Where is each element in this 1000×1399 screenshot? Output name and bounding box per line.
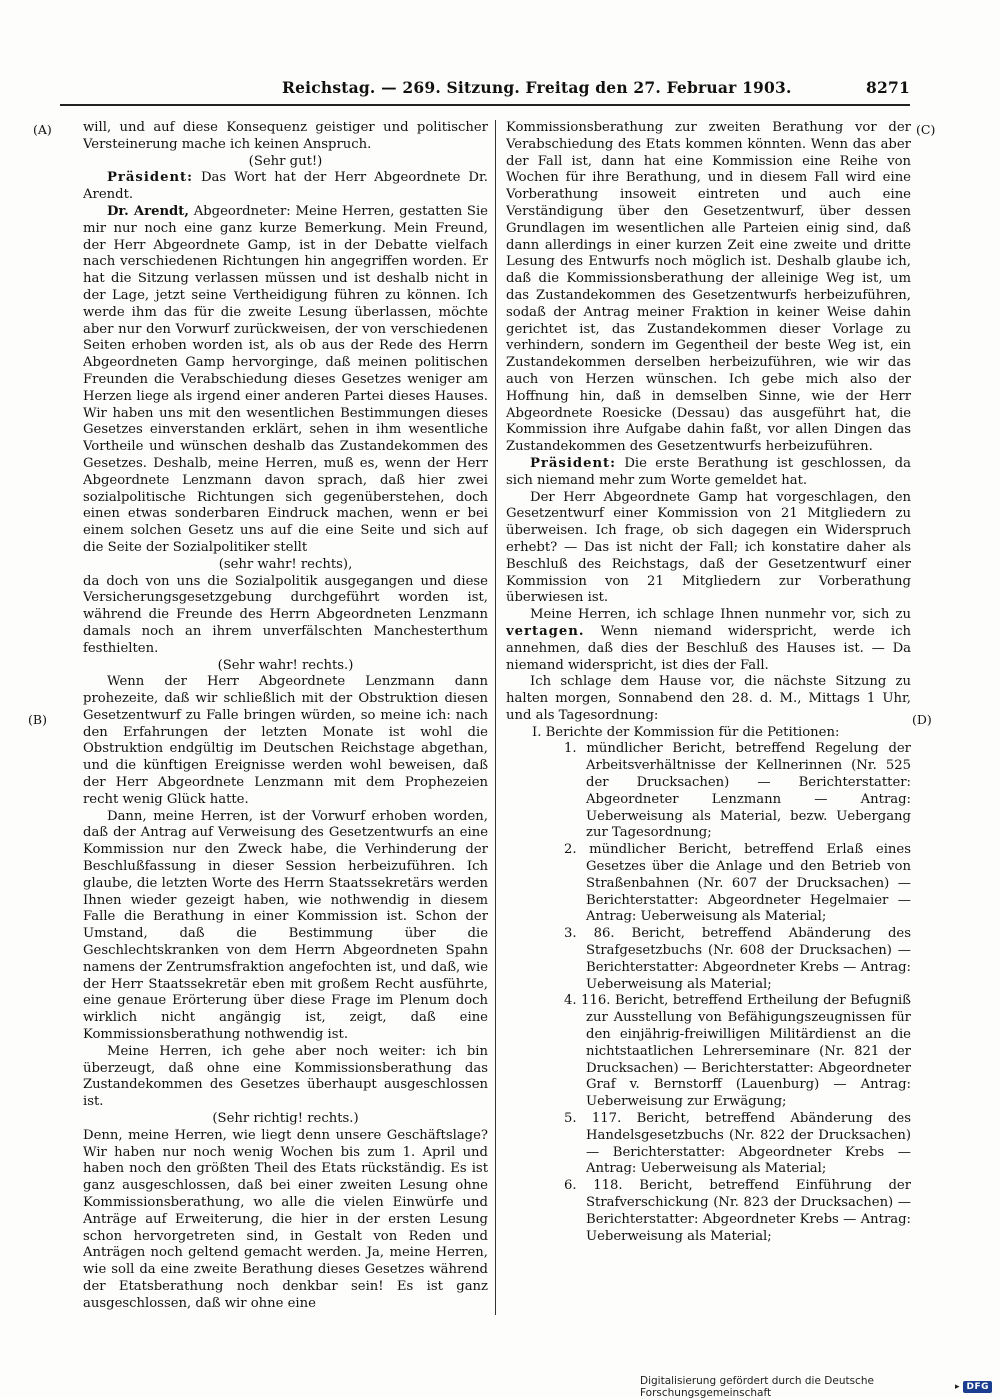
- speech-paragraph: [83, 204, 488, 557]
- paragraph: Denn, meine Herren, wie liegt denn unsere Geschäftslage? Wir haben nur noch wenig Wochen bis zum 1. April und haben noch den größten Theil des Etats rückständig. Es ist ganz ausgeschlossen, daß bei einer zweiten Lesung ohne Kommissionsberathung, wo alle die vielen Einwürfe und Anträge auf Erweiterung, die hier in der ersten Lesung schon hervorgetreten sind, in Gestalt von Reden und Anträgen noch geltend gemacht werden. Ja, meine Herren, wie soll da eine zweite Berathung dieses Gesetzes während der Etatsberathung noch denkbar sein! Es ist ganz ausgeschlossen, daß wir ohne eine: [83, 1127, 488, 1311]
- interjection: (Sehr richtig! rechts.): [212, 1111, 359, 1127]
- margin-marker-d: (D): [912, 712, 932, 727]
- vertagen-emphasis: vertagen.: [506, 623, 585, 639]
- margin-marker-c: (C): [916, 122, 936, 137]
- agenda-item: 6. 118. Bericht, betreffend Einführung der Strafverschickung (Nr. 823 der Drucksachen) — Berichterstatter: Abgeordneter Krebs — Antrag: Ueberweisung als Material;: [564, 1178, 911, 1244]
- paragraph: Wenn der Herr Abgeordnete Lenzmann dann prohezeite, daß wir schließlich mit der Obstruktion diesen Gesetzentwurf zu Falle bringen würden, so meine ich: nach den Erfahrungen der letzten Monate ist wohl die Obstruktion endgültig im Deutschen Reichstage abgethan, und die künftigen Ereignisse werden wohl beweisen, daß der Herr Abgeordnete Lenzmann mit dem Prophezeien recht wenig Glück hatte.: [83, 674, 488, 807]
- paragraph: da doch von uns die Sozialpolitik ausgegangen und diese Versicherungsgesetzgebung durchgeführt worden ist, während die Freunde des Herrn Abgeordneten Lenzmann damals noch an ihrem unverfälschten Manchesterthum festhielten.: [83, 573, 488, 656]
- paragraph: Ich schlage dem Hause vor, die nächste Sitzung zu halten morgen, Sonnabend den 28. d. M., Mittags 1 Uhr, und als Tagesordnung:: [506, 674, 911, 723]
- arrow-icon: ▸: [954, 1382, 960, 1392]
- header-rule: [60, 104, 910, 106]
- president-text: Die erste Berathung ist geschlossen, da sich niemand mehr zum Worte gemeldet hat.: [506, 455, 911, 488]
- digitization-footer: [640, 1375, 992, 1399]
- speech-text: Abgeordneter: Meine Herren, gestatten Sie mir nur noch eine ganz kurze Bemerkung. Mein Freund, der Herr Abgeordnete Gamp, ist in der Debatte vielfach nach verschiedenen Richtungen hin angegriffen worden. Er hat die Sitzung verlassen müssen und ist deshalb nicht in der Lage, jetzt seine Vertheidigung führen zu können. Ich werde ihm das für die zweite Lesung überlassen, möchte aber nur den Vorwurf zurückweisen, der von verschiedenen Seiten erhoben worden ist, als ob aus der Rede des Herrn Abgeordneten Gamp hervorginge, daß meinen politischen Freunden die Verabschiedung dieses Gesetzes weniger am Herzen liege als irgend einer anderen Partei dieses Hauses. Wir haben uns mit den wesentlichen Bestimmungen dieses Gesetzes einverstanden erklärt, sehen in ihm wesentliche Vortheile und wünschen deshalb das Zustandekommen des Gesetzes. Deshalb, meine Herren, muß es, wenn der Herr Abgeordnete Lenzmann davon sprach, daß hier zwei sozialpolitische Richtungen sich gegenüberstehen, doch einen etwas sonderbaren Eindruck machen, wenn er bei einem solchen Gesetz uns auf die eine Seite und sich auf die Seite der Sozialpolitiker stellt: [83, 203, 488, 555]
- speaker-name: Dr. Arendt,: [107, 203, 189, 219]
- paragraph: Dann, meine Herren, ist der Vorwurf erhoben worden, daß der Antrag auf Verweisung des Gesetzentwurfs an eine Kommission nur den Zweck habe, die Verhinderung der Beschlußfassung in dieser Session herbeizuführen. Ich glaube, die letzten Worte des Herrn Staatssekretärs werden Ihnen wieder gezeigt haben, wie nothwendig in diesem Falle die Berathung in einer Kommission ist. Schon der Umstand, daß die Bestimmung über die Geschlechtskranken von dem Herrn Abgeordneten Spahn namens der Zentrumsfraktion angefochten ist, und daß, wie der Herr Staatssekretär eben mit großem Recht ausführte, eine genaue Erörterung über diese Frage im Plenum doch wirklich nicht angängig ist, zeigt, daß eine Kommissionsberathung nothwendig ist.: [83, 808, 488, 1043]
- column-divider: [495, 120, 496, 1315]
- president-label: Präsident:: [530, 455, 617, 471]
- agenda-item: 4. 116. Bericht, betreffend Ertheilung der Befugniß zur Ausstellung von Befähigungszeugnissen für den einjährig-freiwilligen Militärdienst an die nichtstaatlichen Lehrerseminare (Nr. 821 der Drucksachen) — Berichterstatter: Abgeordneter Graf v. Bernstorff (Lauenburg) — Antrag: Ueberweisung zur Erwägung;: [564, 993, 911, 1110]
- paragraph: will, und auf diese Konsequenz geistiger und politischer Versteinerung mache ich keinen Anspruch.: [83, 120, 488, 152]
- page-number: 8271: [866, 78, 910, 97]
- paragraph: Kommissionsberathung zur zweiten Berathung vor der Verabschiedung des Etats kommen könnten. Wenn das aber der Fall ist, dann hat eine Kommission eine Reihe von Wochen für ihre Berathung, und in diesem Fall wird eine Vorberathung insoweit eintreten und auch eine Verständigung über den Gesetzentwurf, über dessen Grundlagen im wesentlichen alle Parteien einig sind, daß dann allerdings in einer kurzen Zeit eine zweite und dritte Lesung des Entwurfs noch möglich ist. Deshalb glaube ich, daß die Kommissionsberathung der alleinige Weg ist, um das Zustandekommen des Gesetzentwurfs herbeizuführen, sodaß der Antrag meiner Fraktion in keiner Weise dahin gerichtet ist, das Zustandekommen dieser Vorlage zu verhindern, sondern im Gegentheil der beste Weg ist, ein Zustandekommen derselben herbeizuführen, wie wir das auch von Herzen wünschen. Ich gebe mich also der Hoffnung hin, daß in demselben Sinne, wie der Herr Abgeordnete Roesicke (Dessau) das ausgeführt hat, die Kommission ihre Aufgabe dahin faßt, vor allen Dingen das Zustandekommen des Gesetzentwurfs herbeizuführen.: [506, 120, 911, 455]
- left-column: [83, 120, 488, 1315]
- paragraph-text: Wenn niemand widerspricht, werde ich annehmen, daß dies der Beschluß des Hauses ist. — Da niemand widerspricht, ist dies der Fall.: [506, 623, 911, 673]
- page-header: [60, 76, 910, 102]
- agenda-item: 2. mündlicher Bericht, betreffend Erlaß eines Gesetzes über die Anlage und den Betrieb von Straßenbahnen (Nr. 607 der Drucksachen) — Berichterstatter: Abgeordneter Hegelmaier — Antrag: Ueberweisung als Material;: [564, 842, 911, 925]
- interjection: (Sehr wahr! rechts.): [217, 657, 354, 673]
- president-statement: [506, 456, 911, 490]
- dfg-logo: DFG: [963, 1381, 992, 1393]
- agenda-item: 3. 86. Bericht, betreffend Abänderung des Strafgesetzbuchs (Nr. 608 der Drucksachen) — Berichterstatter: Abgeordneter Krebs — Antrag: Ueberweisung als Material;: [564, 926, 911, 992]
- paragraph: [506, 607, 911, 674]
- right-column: [506, 120, 911, 1315]
- agenda-item: 5. 117. Bericht, betreffend Abänderung des Handelsgesetzbuchs (Nr. 822 der Drucksachen) — Berichterstatter: Abgeordneter Krebs — Antrag: Ueberweisung als Material;: [564, 1111, 911, 1177]
- margin-marker-a: (A): [33, 122, 52, 137]
- president-label: Präsident:: [107, 170, 194, 186]
- agenda-list: [506, 725, 911, 1246]
- agenda-item: 1. mündlicher Bericht, betreffend Regelung der Arbeitsverhältnisse der Kellnerinnen (Nr. 525 der Drucksachen) — Berichterstatter: Abgeordneter Lenzmann — Antrag: Ueberweisung als Material, bezw. Uebergang zur Tagesordnung;: [564, 741, 911, 841]
- interjection: (Sehr gut!): [248, 153, 323, 169]
- paragraph: Der Herr Abgeordnete Gamp hat vorgeschlagen, den Gesetzentwurf einer Kommission von 21 Mitgliedern zu überweisen. Ich frage, ob sich dagegen ein Widerspruch erhebt? — Das ist nicht der Fall; ich konstatire daher als Beschluß des Reichstags, daß der Gesetzentwurf einer Kommission von 21 Mitgliedern zur Vorberathung überwiesen ist.: [506, 489, 911, 606]
- header-title: Reichstag. — 269. Sitzung. Freitag den 27. Februar 1903.: [282, 78, 792, 97]
- president-text: Das Wort hat der Herr Abgeordnete Dr. Arendt.: [83, 170, 488, 203]
- paragraph: Meine Herren, ich gehe aber noch weiter: ich bin überzeugt, daß ohne eine Kommissionsberathung das Zustandekommen des Gesetzes überhaupt ausgeschlossen ist.: [83, 1043, 488, 1110]
- paragraph-text: Meine Herren, ich schlage Ihnen nunmehr vor, sich zu: [530, 607, 911, 623]
- president-statement: [83, 170, 488, 204]
- interjection: (sehr wahr! rechts),: [218, 556, 353, 572]
- agenda-heading: I. Berichte der Kommission für die Petitionen:: [532, 724, 840, 740]
- margin-marker-b: (B): [28, 712, 47, 727]
- footer-text: Digitalisierung gefördert durch die Deutsche Forschungsgemeinschaft: [640, 1375, 874, 1399]
